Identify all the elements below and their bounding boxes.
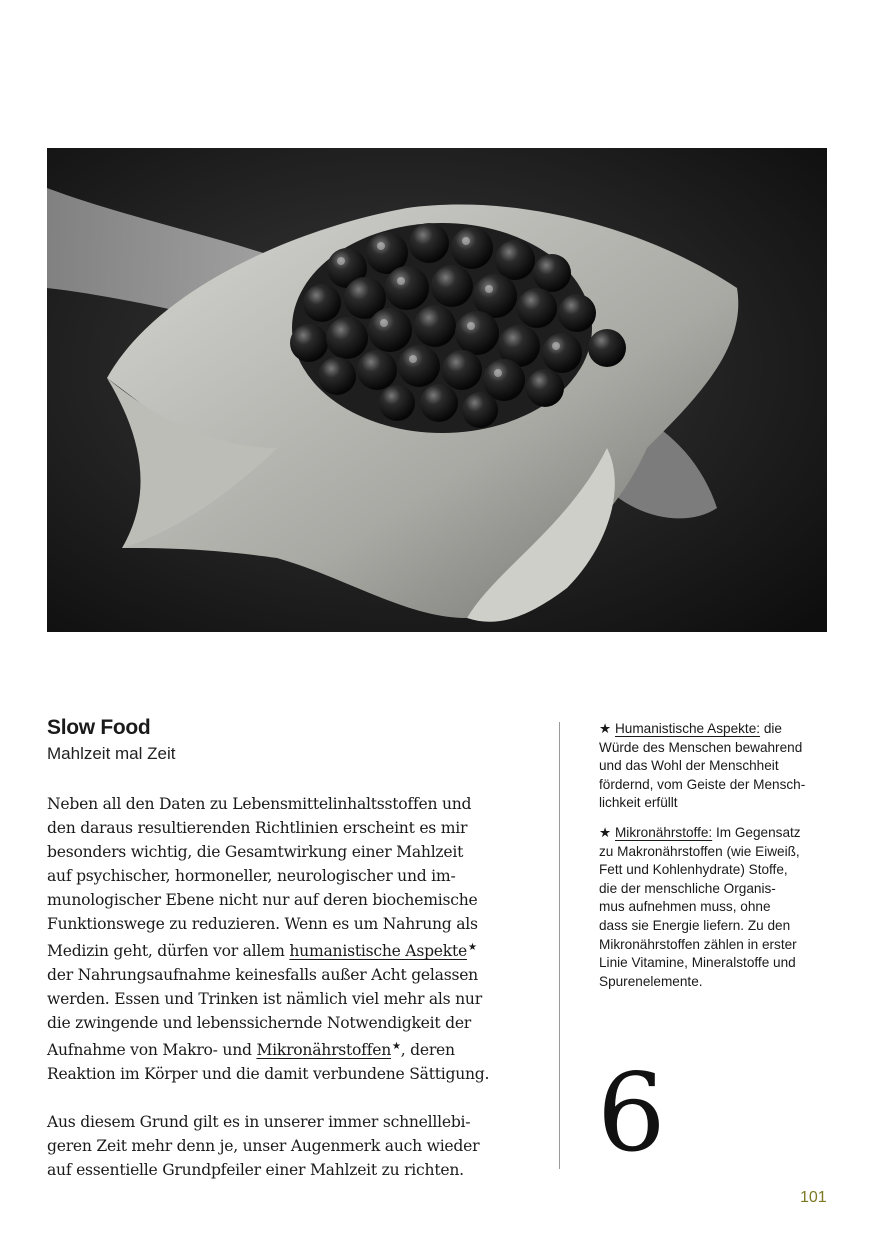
text-line: werden. Essen und Trinken ist nämlich viel mehr als nur — [47, 990, 482, 1008]
glossary-note-term: Mikronährstoffe: — [614, 824, 713, 840]
text-line — [599, 720, 834, 739]
body-paragraph-1 — [47, 792, 525, 1086]
text-line: besonders wichtig, die Gesamtwirkung einer Mahlzeit — [47, 843, 464, 861]
text-line: den daraus resultierenden Richtlinien erscheint es mir — [47, 819, 468, 837]
text-segment: Im Gegensatz — [712, 824, 801, 840]
text-line: Linie Vitamine, Mineralstoffe und — [599, 955, 796, 971]
text-line: geren Zeit mehr denn je, unser Augenmerk auch wieder — [47, 1137, 480, 1155]
text-line: zu Makronährstoffen (wie Eiweiß, — [599, 843, 800, 859]
text-line — [47, 1035, 525, 1062]
text-line: auf psychischer, hormoneller, neurologischer und im- — [47, 867, 456, 885]
text-line: Spurenelemente. — [599, 973, 703, 989]
text-segment: , deren — [400, 1041, 455, 1059]
text-segment: die — [760, 721, 782, 736]
text-line: Reaktion im Körper und die damit verbundene Sättigung. — [47, 1065, 490, 1083]
text-segment: Medizin geht, dürfen vor allem — [47, 942, 290, 960]
text-line: dass sie Energie liefern. Zu den — [599, 917, 791, 933]
text-line: munologischer Ebene nicht nur auf deren biochemische — [47, 891, 478, 909]
text-line: die zwingende und lebenssichernde Notwendigkeit der — [47, 1014, 471, 1032]
text-segment: Aufnahme von Makro- und — [47, 1041, 257, 1059]
text-line: Mikronährstoffen zählen in erster — [599, 936, 797, 952]
page-number: 101 — [800, 1189, 827, 1206]
glossary-term-link-humanistische-aspekte[interactable]: humanistische Aspekte — [289, 942, 467, 960]
text-line: die der menschliche Organis- — [599, 880, 776, 896]
glossary-note-mikronaehrstoffe — [599, 824, 834, 991]
body-paragraph-2 — [47, 1110, 525, 1182]
text-line: und das Wohl der Menschheit — [599, 758, 779, 774]
glossary-note-humanistische-aspekte — [599, 720, 834, 813]
glossary-note-term: Humanistische Aspekte: — [614, 721, 761, 736]
star-icon: ★ — [599, 824, 612, 840]
footnote-star-marker: ★ — [392, 1041, 401, 1052]
chapter-number: 6 — [597, 1051, 666, 1176]
article-subtitle: Mahlzeit mal Zeit — [47, 744, 176, 763]
glossary-term-link-mikronaehrstoffe[interactable]: Mikronährstoffen — [256, 1041, 391, 1059]
glossary-sidebar — [599, 720, 834, 1002]
column-divider — [559, 722, 560, 1169]
text-line: der Nahrungsaufnahme keinesfalls außer Acht gelassen — [47, 966, 478, 984]
text-line: mus aufnehmen muss, ohne — [599, 899, 771, 915]
text-line: Neben all den Daten zu Lebensmittelinhaltsstoffen und — [47, 795, 472, 813]
text-line: fördernd, vom Geiste der Mensch- — [599, 776, 806, 792]
text-line — [599, 824, 834, 843]
text-line: Funktionswege zu reduzieren. Wenn es um Nahrung als — [47, 915, 478, 933]
footnote-star-marker: ★ — [467, 942, 477, 953]
text-line — [47, 936, 525, 963]
text-line: lichkeit erfüllt — [599, 795, 678, 811]
hero-photo-hands-holding-blueberries — [47, 148, 827, 632]
article-title: Slow Food — [47, 716, 151, 739]
text-line: auf essentielle Grundpfeiler einer Mahlzeit zu richten. — [47, 1161, 464, 1179]
star-icon: ★ — [599, 721, 612, 736]
text-line: Fett und Kohlenhydrate) Stoffe, — [599, 862, 788, 878]
article-body — [47, 792, 525, 1206]
photo-illustration — [47, 148, 827, 632]
text-line: Würde des Menschen bewahrend — [599, 739, 803, 755]
text-line: Aus diesem Grund gilt es in unserer immer schnelllebi- — [47, 1113, 471, 1131]
